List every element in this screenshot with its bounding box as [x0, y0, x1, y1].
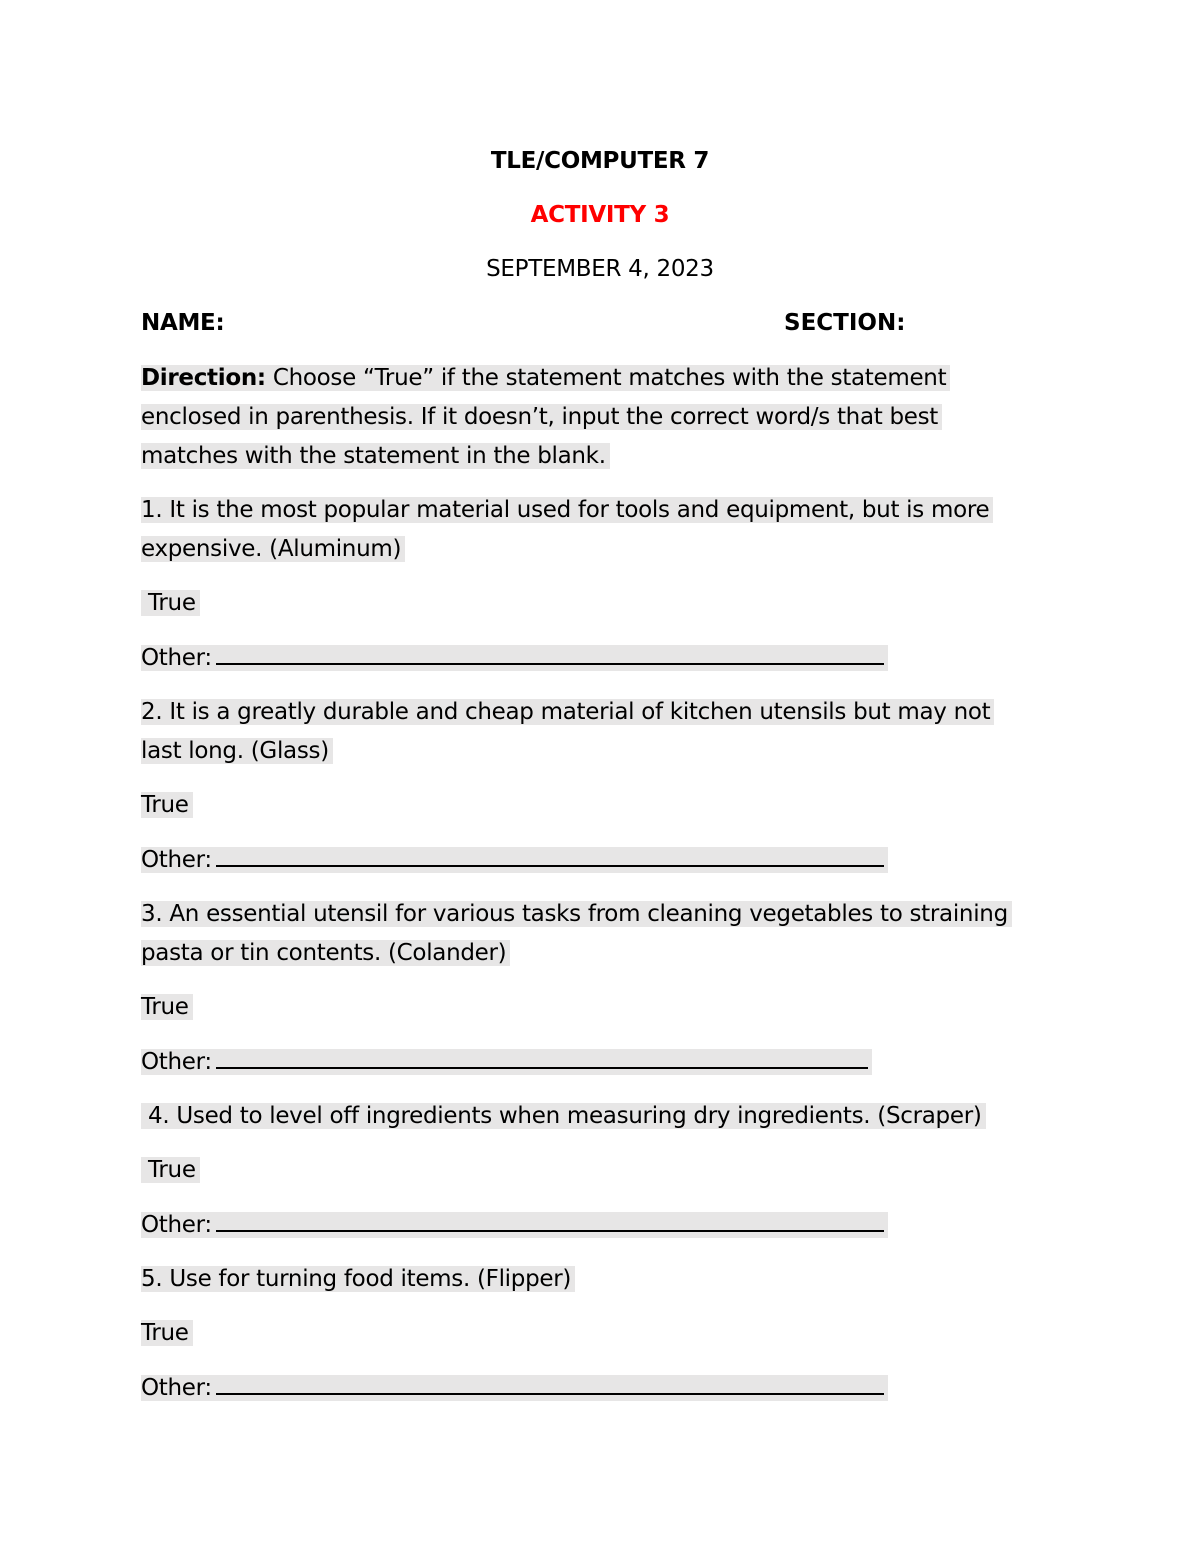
- question-5-true-option[interactable]: [141, 1315, 193, 1352]
- direction-text-2: enclosed in parenthesis. If it doesn’t, input the correct word/s that best: [141, 404, 942, 430]
- direction-text-3: matches with the statement in the blank.: [141, 443, 610, 469]
- question-1-other-label: Other:: [141, 645, 212, 671]
- question-5-answer-blank[interactable]: [216, 1369, 884, 1395]
- question-2-true-option[interactable]: [141, 787, 193, 824]
- question-1-true-label[interactable]: True: [141, 590, 200, 616]
- section-label: SECTION:: [784, 310, 906, 336]
- direction-line-2: [141, 399, 942, 436]
- question-1-answer-blank[interactable]: [216, 639, 884, 665]
- question-3-answer-blank[interactable]: [216, 1043, 868, 1069]
- name-label: NAME:: [141, 310, 225, 336]
- question-3-other-label: Other:: [141, 1049, 212, 1075]
- question-4-other-label: Other:: [141, 1212, 212, 1238]
- question-4-true-label[interactable]: True: [141, 1157, 200, 1183]
- direction-line-3: [141, 438, 610, 475]
- question-1-line-1: [141, 492, 993, 529]
- question-5-true-label[interactable]: True: [141, 1320, 193, 1346]
- question-3-true-label[interactable]: True: [141, 994, 193, 1020]
- question-4-other-row: [141, 1206, 888, 1244]
- question-1-true-option[interactable]: [141, 585, 200, 622]
- question-5-line-1: [141, 1261, 575, 1298]
- question-2-text-1: 2. It is a greatly durable and cheap material of kitchen utensils but may not: [141, 699, 994, 725]
- question-2-other-label: Other:: [141, 847, 212, 873]
- question-2-other-row: [141, 841, 888, 879]
- question-1-line-2: [141, 531, 405, 568]
- question-3-line-2: [141, 935, 510, 972]
- question-1-text-2: expensive. (Aluminum): [141, 536, 405, 562]
- question-1-text-1: 1. It is the most popular material used for tools and equipment, but is more: [141, 497, 993, 523]
- question-2-line-2: [141, 733, 333, 770]
- question-3-other-row: [141, 1043, 872, 1081]
- subject-title: TLE/COMPUTER 7: [490, 148, 710, 174]
- question-4-answer-blank[interactable]: [216, 1206, 884, 1232]
- question-5-text-1: 5. Use for turning food items. (Flipper): [141, 1266, 575, 1292]
- activity-title: ACTIVITY 3: [530, 202, 670, 228]
- question-3-text-2: pasta or tin contents. (Colander): [141, 940, 510, 966]
- question-5-other-label: Other:: [141, 1375, 212, 1401]
- question-4-text-1: 4. Used to level off ingredients when measuring dry ingredients. (Scraper): [141, 1103, 986, 1129]
- question-3-line-1: [141, 896, 1012, 933]
- question-2-true-label[interactable]: True: [141, 792, 193, 818]
- question-4-true-option[interactable]: [141, 1152, 200, 1189]
- question-2-answer-blank[interactable]: [216, 841, 884, 867]
- direction-line-1: [141, 360, 950, 397]
- direction-text-1: Choose “True” if the statement matches with the statement: [265, 365, 947, 391]
- question-3-true-option[interactable]: [141, 989, 193, 1026]
- activity-date: SEPTEMBER 4, 2023: [486, 256, 714, 282]
- question-3-text-1: 3. An essential utensil for various tasks from cleaning vegetables to straining: [141, 901, 1012, 927]
- question-5-other-row: [141, 1369, 888, 1407]
- question-2-text-2: last long. (Glass): [141, 738, 333, 764]
- direction-label: Direction:: [141, 365, 266, 391]
- question-2-line-1: [141, 694, 994, 731]
- question-4-line-1: [141, 1098, 986, 1135]
- question-1-other-row: [141, 639, 888, 677]
